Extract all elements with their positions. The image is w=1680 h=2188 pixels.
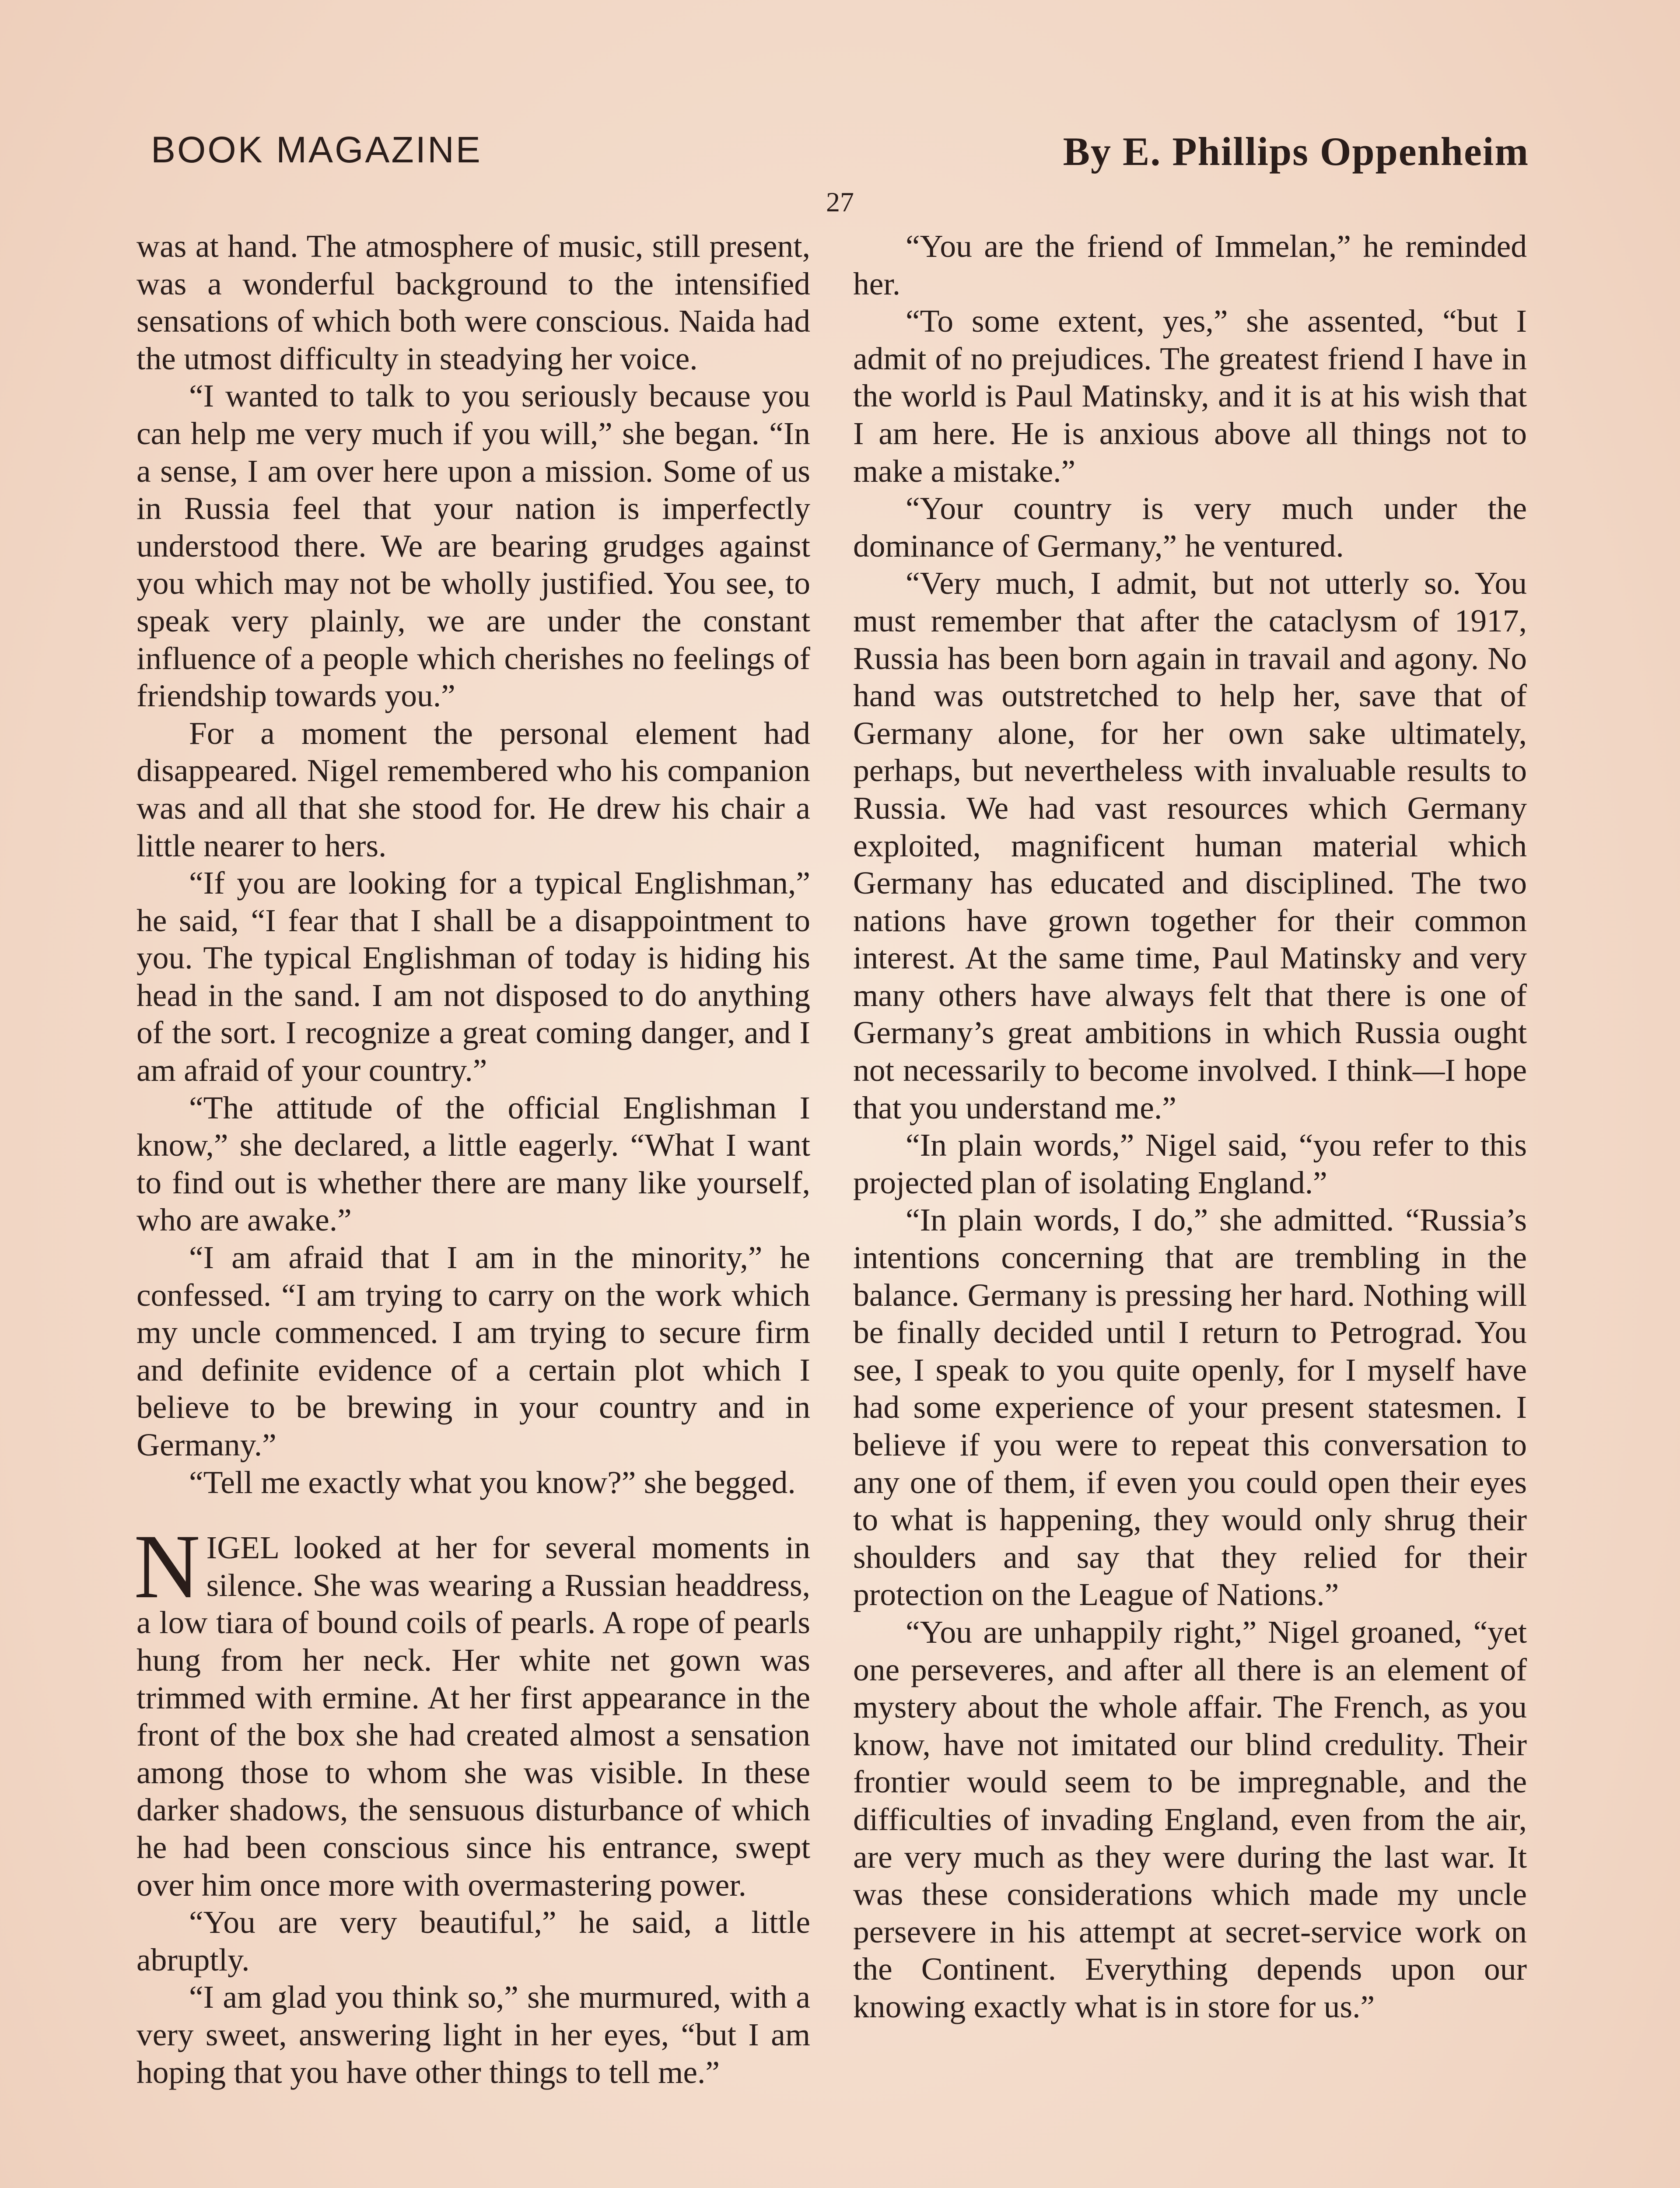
paragraph: “In plain words, I do,” she admitted. “Russia’s intentions concerning that are trembling in the balance. Germany is pressing her hard. Nothing will be finally decided until I return to Petrograd. You see, I speak to you quite openly, for I myself have had some experience of your present statesmen. I believe if you were to repeat this conversation to any one of them, if even you could open their eyes to what is happening, they would only shrug their shoulders and say that they relied for their protection on the League of Nations.” — [853, 1202, 1527, 1613]
right-column — [853, 228, 1527, 2026]
left-column — [136, 228, 810, 2091]
paragraph: “In plain words,” Nigel said, “you refer to this projected plan of isolating England.” — [853, 1127, 1527, 1200]
paragraph: “I am afraid that I am in the minority,” he confessed. “I am trying to carry on the work which my uncle commenced. I am trying to secure firm and definite evidence of a certain plot which I believe to be brewing in your country and in Germany.” — [136, 1240, 810, 1462]
magazine-title: BOOK MAGAZINE — [151, 129, 482, 170]
paragraph: “I am glad you think so,” she murmured, with a very sweet, answering light in her eyes, “but I am hoping that you have other things to tell me.” — [136, 1979, 810, 2090]
section-first-text: IGEL looked at her for several moments in silence. She was wearing a Russian headdress, a low tiara of bound coils of pearls. A rope of pearls hung from her neck. Her white net gown was trimmed with ermine. At her first appearance in the front of the box she had created almost a sensation among those to whom she was visible. In these darker shadows, the sensuous disturbance of which he had been conscious since his entrance, swept over him once more with overmastering power. — [136, 1530, 810, 1903]
paragraph: “You are very beautiful,” he said, a little abruptly. — [136, 1904, 810, 1978]
section-start-paragraph — [134, 1516, 810, 1904]
paragraph: “Tell me exactly what you know?” she begged. — [189, 1464, 796, 1500]
paragraph: was at hand. The atmosphere of music, still present, was a wonderful background to the intensified sensations of which both were conscious. Naida had the utmost difficulty in steadying her voice. — [136, 228, 810, 376]
page-number: 27 — [826, 186, 854, 217]
drop-cap: N — [134, 1516, 200, 1618]
paragraph: “If you are looking for a typical Englishman,” he said, “I fear that I shall be a disappointment to you. The typical Englishman of today is hiding his head in the sand. I am not disposed to do anything of the sort. I recognize a great coming danger, and I am afraid of your country.” — [136, 865, 810, 1088]
paragraph: “I wanted to talk to you seriously because you can help me very much if you will,” she began. “In a sense, I am over here upon a mission. Some of us in Russia feel that your nation is imperfectly understood there. We are bearing grudges against you which may not be wholly justified. You see, to speak very plainly, we are under the constant influence of a people which cherishes no feelings of friendship towards you.” — [136, 378, 810, 714]
author-byline: By E. Phillips Oppenheim — [1063, 129, 1529, 174]
paragraph: “The attitude of the official Englishman I know,” she declared, a little eagerly. “What I want to find out is whether there are many like yourself, who are awake.” — [136, 1090, 810, 1238]
paragraph: “You are the friend of Immelan,” he reminded her. — [853, 228, 1527, 302]
paragraph: “Very much, I admit, but not utterly so. You must remember that after the cataclysm of 1917, Russia has been born again in travail and agony. No hand was outstretched to help her, save that of Germany alone, for her own sake ultimately, perhaps, but nevertheless with invaluable results to Russia. We had vast resources which Germany exploited, magnificent human material which Germany has educated and disciplined. The two nations have grown together for their common interest. At the same time, Paul Matinsky and very many others have always felt that there is one of Germany’s great ambitions in which Russia ought not necessarily to become involved. I think—I hope that you understand me.” — [853, 565, 1527, 1126]
paragraph: For a moment the personal element had disappeared. Nigel remembered who his companion was and all that she stood for. He drew his chair a little nearer to hers. — [136, 715, 810, 863]
paragraph: “To some extent, yes,” she assented, “but I admit of no prejudices. The greatest friend I have in the world is Paul Matinsky, and it is at his wish that I am here. He is anxious above all things not to make a mistake.” — [853, 303, 1527, 489]
paragraph: “Your country is very much under the dominance of Germany,” he ventured. — [853, 491, 1527, 564]
paragraph: “You are unhappily right,” Nigel groaned, “yet one perseveres, and after all there is an element of mystery about the whole affair. The French, as you know, have not imitated our blind credulity. Their frontier would seem to be impregnable, and the difficulties of invading England, even from the air, are very much as they were during the last war. It was these considerations which made my uncle persevere in his attempt at secret-service work on the Continent. Everything depends upon our knowing exactly what is in store for us.” — [853, 1614, 1527, 2024]
